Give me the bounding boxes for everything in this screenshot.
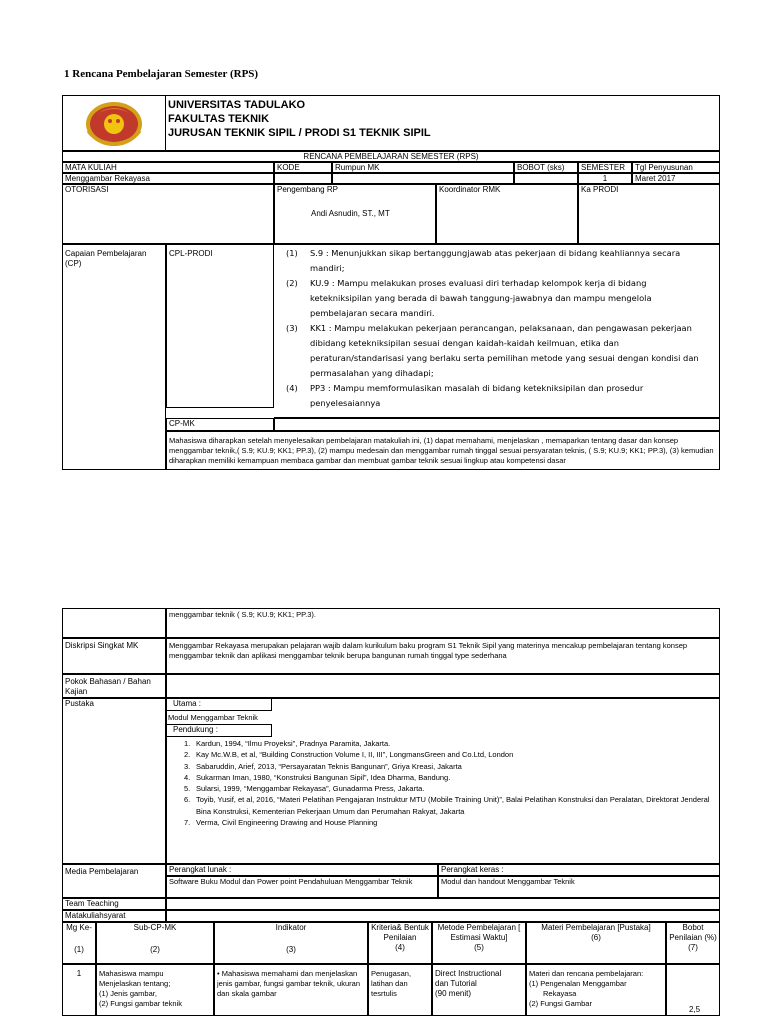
plan-header-mg: Mg Ke- (1) bbox=[62, 922, 96, 964]
pustaka-utama-text: Modul Menggambar Teknik bbox=[168, 713, 258, 722]
plan-header-indikator: Indikator (3) bbox=[214, 922, 368, 964]
media-label: Media Pembelajaran bbox=[62, 864, 166, 898]
plan-row1-mg: 1 bbox=[62, 964, 96, 1016]
pengembang-name: Andi Asnudin, ST., MT bbox=[311, 209, 390, 218]
university-name: UNIVERSITAS TADULAKO bbox=[168, 99, 306, 111]
capaian-label: Capaian Pembelajaran (CP) bbox=[62, 244, 166, 470]
plan-row1-indikator: • Mahasiswa memahami dan menjelaskan jenis gambar, fungsi gambar teknik, ukuran dan skala gambar bbox=[214, 964, 368, 1016]
cpl-item: (4) PP3 : Mampu memformulasikan masalah di bidang ketekniksipilan dan prosedur penyelesaiannya bbox=[286, 383, 644, 408]
capaian-continued bbox=[62, 608, 166, 638]
kode-value bbox=[274, 173, 332, 184]
header-tgl: Tgl Penyusunan bbox=[632, 162, 720, 173]
cpl-item: (2) KU.9 : Mampu melakukan proses evaluasi diri terhadap kelompok kerja di bidang ketekniksipilan yang berada di bawah tanggung-jawabnya dan mampu mengelola pembelajaran secara mandiri. bbox=[286, 278, 652, 318]
pustaka-ref-item: 7. Verma, Civil Engineering Drawing and House Planning bbox=[184, 818, 378, 828]
plan-row1-subcpmk: Mahasiswa mampu Menjelaskan tentang; (1) Jenis gambar, (2) Fungsi gambar teknik bbox=[96, 964, 214, 1016]
pustaka-ref-item: 2. Kay Mc.W.B, et al, “Building Construction Volume I, II, III”, LongmansGreen and Co.Ltd, London bbox=[184, 750, 514, 760]
media-lunak-text: Software Buku Modul dan Power point Pendahuluan Menggambar Teknik bbox=[166, 876, 438, 898]
prasyarat-label: Matakuliahsyarat bbox=[62, 910, 166, 922]
otorisasi-label: OTORISASI bbox=[62, 184, 274, 244]
mata-kuliah-value: Menggambar Rekayasa bbox=[62, 173, 274, 184]
pustaka-pendukung-label: Pendukung : bbox=[166, 724, 272, 737]
faculty-name: FAKULTAS TEKNIK bbox=[168, 113, 270, 125]
cpmk-text-continued: menggambar teknik ( S.9; KU.9; KK1; PP.3). bbox=[166, 608, 720, 638]
pustaka-label: Pustaka bbox=[62, 698, 166, 864]
bobot-value bbox=[514, 173, 578, 184]
pustaka-ref-item: 4. Sukarman Iman, 1980, “Konstruksi Bangunan Sipil”, Idea Dharma, Bandung. bbox=[184, 772, 451, 782]
pustaka-ref-item: 6. Toyib, Yusif, et al, 2016, “Materi Pelatihan Pengajaran Instruktur MTU (Mobile Training Unit)”, Balai Pelatihan Konstruksi dan Peralatan, Direktorat Jenderal Bina Konstruksi, Kementerian Pekerjaan Umum dan Perumahan Rakyat, Jakarta bbox=[184, 795, 710, 816]
plan-header-bobot: Bobot Penilaian (%) (7) bbox=[666, 922, 720, 964]
plan-header-kriteria: Kriteria& Bentuk Penilaian (4) bbox=[368, 922, 432, 964]
header-block bbox=[62, 95, 720, 151]
kaprodi-label: Ka PRODI bbox=[578, 184, 720, 244]
pustaka-ref-item: 1. Kardun, 1994, “Ilmu Proyeksi”, Pradnya Paramita, Jakarta. bbox=[184, 739, 391, 748]
pokok-bahasan-value bbox=[166, 674, 720, 698]
university-logo bbox=[74, 97, 154, 149]
team-teaching-value bbox=[166, 898, 720, 910]
pustaka-ref-item: 3. Sabaruddin, Arief, 2013, “Persayaratan Teknis Bangunan”, Griya Kreasi, Jakarta bbox=[184, 761, 462, 771]
cpmk-blank bbox=[274, 418, 720, 431]
deskripsi-label: Diskripsi Singkat MK bbox=[62, 638, 166, 674]
media-keras-label: Perangkat keras : bbox=[438, 864, 720, 876]
semester-value: 1 bbox=[578, 173, 632, 184]
tgl-value: Maret 2017 bbox=[632, 173, 720, 184]
cpl-items-cell bbox=[274, 244, 720, 418]
pokok-bahasan-label: Pokok Bahasan / Bahan Kajian bbox=[62, 674, 166, 698]
plan-header-materi: Materi Pembelajaran [Pustaka] (6) bbox=[526, 922, 666, 964]
section-title: 1 Rencana Pembelajaran Semester (RPS) bbox=[64, 68, 259, 80]
pustaka-utama-label: Utama : bbox=[166, 698, 272, 711]
pengembang-label: Pengembang RP bbox=[277, 185, 338, 194]
header-mata-kuliah: MATA KULIAH bbox=[62, 162, 274, 173]
koordinator-label: Koordinator RMK bbox=[436, 184, 578, 244]
plan-row1-kriteria: Penugasan, latihan dan tesrtulis bbox=[368, 964, 432, 1016]
cpmk-label: CP-MK bbox=[166, 418, 274, 431]
pustaka-ref-item: 5. Sularsi, 1999, “Menggambar Rekayasa”, Gunadarma Press, Jakarta. bbox=[184, 784, 425, 794]
header-rumpun: Rumpun MK bbox=[332, 162, 514, 173]
cpmk-text: Mahasiswa diharapkan setelah menyelesaikan pembelajaran matakuliah ini, (1) dapat memahami, menjelaskan , memaparkan tentang dasar dan konsep menggambar teknik,( S.9; KU.9; KK1; PP.3), (2) mampu medesain dan menggambar rumah tinggal sesuai persyaratan teknis, ( S.9; KU.9; KK1; PP.3), (3) kemudian diharapkan memiliki kemampuan membaca gambar dan membuat gambar teknik sesuai lingkup atau kompetensi dasar bbox=[166, 431, 720, 470]
deskripsi-text: Menggambar Rekayasa merupakan pelajaran wajib dalam kurikulum baku program S1 Teknik Sipil yang materinya mencakup pembelajaran tentang konsep menggambar teknik dan aplikasi menggambar teknik berupa bangunan rumah tinggal type sederhana bbox=[166, 638, 720, 674]
media-keras-text: Modul dan handout Menggambar Teknik bbox=[438, 876, 720, 898]
cpl-item: (1) S.9 : Menunjukkan sikap bertanggungjawab atas pekerjaan di bidang keahliannya secara mandiri; bbox=[286, 248, 681, 273]
plan-row1-materi: Materi dan rencana pembelajaran: (1) Pengenalan Menggambar Rekayasa (2) Fungsi Gambar bbox=[526, 964, 666, 1016]
header-kode: KODE bbox=[274, 162, 332, 173]
department-name: JURUSAN TEKNIK SIPIL / PRODI S1 TEKNIK SIPIL bbox=[168, 127, 431, 139]
plan-row1-bobot: 2,5 bbox=[666, 964, 720, 1016]
media-lunak-label: Perangkat lunak : bbox=[166, 864, 438, 876]
cpl-item: (3) KK1 : Mampu melakukan pekerjaan perancangan, pelaksanaan, dan pengawasan pekerjaan dibidang ketekniksipilan sesuai dengan kaidah-kaidah keilmuan, etika dan peraturan/standarisasi yang berlaku serta pemilihan metode yang sesuai dengan kondisi dan permasalahan yang dihadapi; bbox=[286, 323, 699, 378]
plan-header-metode: Metode Pembelajaran [ Estimasi Waktu] (5) bbox=[432, 922, 526, 964]
plan-row1-metode: Direct Instructional dan Tutorial (90 menit) bbox=[432, 964, 526, 1016]
team-teaching-label: Team Teaching bbox=[62, 898, 166, 910]
plan-header-subcpmk: Sub-CP-MK (2) bbox=[96, 922, 214, 964]
pustaka-ref-list bbox=[184, 738, 716, 828]
pengembang-cell bbox=[274, 184, 436, 244]
rumpun-value bbox=[332, 173, 514, 184]
prasyarat-value bbox=[166, 910, 720, 922]
header-bobot: BOBOT (sks) bbox=[514, 162, 578, 173]
cpl-prodi-label: CPL-PRODI bbox=[166, 244, 274, 408]
header-semester: SEMESTER bbox=[578, 162, 632, 173]
rps-title: RENCANA PEMBELAJARAN SEMESTER (RPS) bbox=[62, 151, 720, 162]
